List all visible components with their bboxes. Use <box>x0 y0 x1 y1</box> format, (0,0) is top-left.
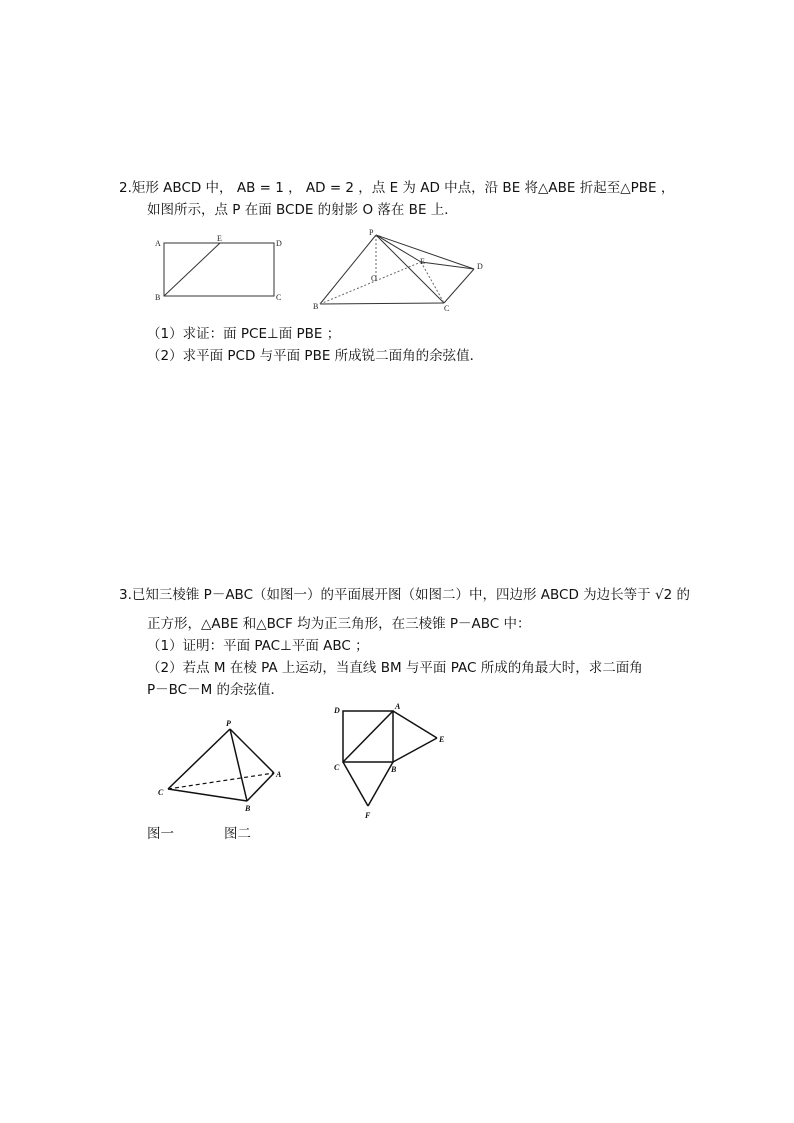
problem3-figure-net <box>325 700 455 822</box>
p3-fig2-label-e: E <box>439 735 445 744</box>
problem3-question1: （1）证明：平面 PAC⊥平面 ABC ； <box>147 638 369 654</box>
p3-fig2-label-d: D <box>334 706 340 715</box>
problem2-statement-line1: 矩形 ABCD 中， AB = 1 ， AD = 2 ，点 E 为 AD 中点，沿 BE 将△ABE 折起至△PBE ， <box>131 180 675 196</box>
problem3-statement-line2: 正方形，△ABE 和△BCF 均为正三角形，在三棱锥 P－ABC 中： <box>147 616 531 632</box>
problem2-question2: （2）求平面 PCD 与平面 PBE 所成锐二面角的余弦值． <box>147 348 484 364</box>
problem3-question2a: （2）若点 M 在棱 PA 上运动，当直线 BM 与平面 PAC 所成的角最大时，求二面角 <box>147 660 643 676</box>
p3-fig1-label-a: A <box>276 770 282 779</box>
fig1-label-a: A <box>155 239 161 248</box>
p3-fig1-label-c: C <box>158 788 164 797</box>
problem3-statement-line1: 已知三棱锥 P－ABC（如图一）的平面展开图（如图二）中，四边形 ABCD 为边长等于 √2 的 <box>131 587 690 603</box>
p3-fig1-label-p: P <box>226 719 231 728</box>
fig2-label-e: E <box>420 257 425 266</box>
p3-fig2-label-f: F <box>365 811 371 820</box>
fig2-label-c: C <box>444 304 450 313</box>
problem3-figure-tetrahedron <box>150 715 290 815</box>
fig1-label-e: E <box>217 234 222 243</box>
figure-caption-1: 图一 <box>147 826 174 842</box>
p3-fig2-label-c: C <box>334 763 340 772</box>
problem2-question1: （1）求证：面 PCE⊥面 PBE ； <box>147 326 341 342</box>
fig1-label-c: C <box>276 293 282 302</box>
problem2-figure-folded <box>310 225 490 315</box>
fig2-label-b: B <box>313 302 319 311</box>
p3-fig1-label-b: B <box>245 804 251 813</box>
fig1-label-d: D <box>276 239 282 248</box>
fig1-label-b: B <box>155 293 161 302</box>
problem3-question2b: P－BC－M 的余弦值． <box>147 682 285 698</box>
p3-fig2-label-a: A <box>395 702 401 711</box>
fig2-label-p: P <box>369 228 374 237</box>
problem2-figure-rectangle <box>150 233 290 305</box>
fig2-label-d: D <box>477 262 483 271</box>
problem2-line1 <box>119 179 674 197</box>
problem3-line1 <box>119 586 690 604</box>
problem2-number: 2. <box>119 180 132 196</box>
p3-fig2-label-b: B <box>391 765 397 774</box>
fig2-label-o: O <box>371 274 377 283</box>
figure-caption-2: 图二 <box>224 826 251 842</box>
problem2-statement-line2: 如图所示，点 P 在面 BCDE 的射影 O 落在 BE 上． <box>147 202 458 218</box>
problem3-number: 3. <box>119 587 132 603</box>
